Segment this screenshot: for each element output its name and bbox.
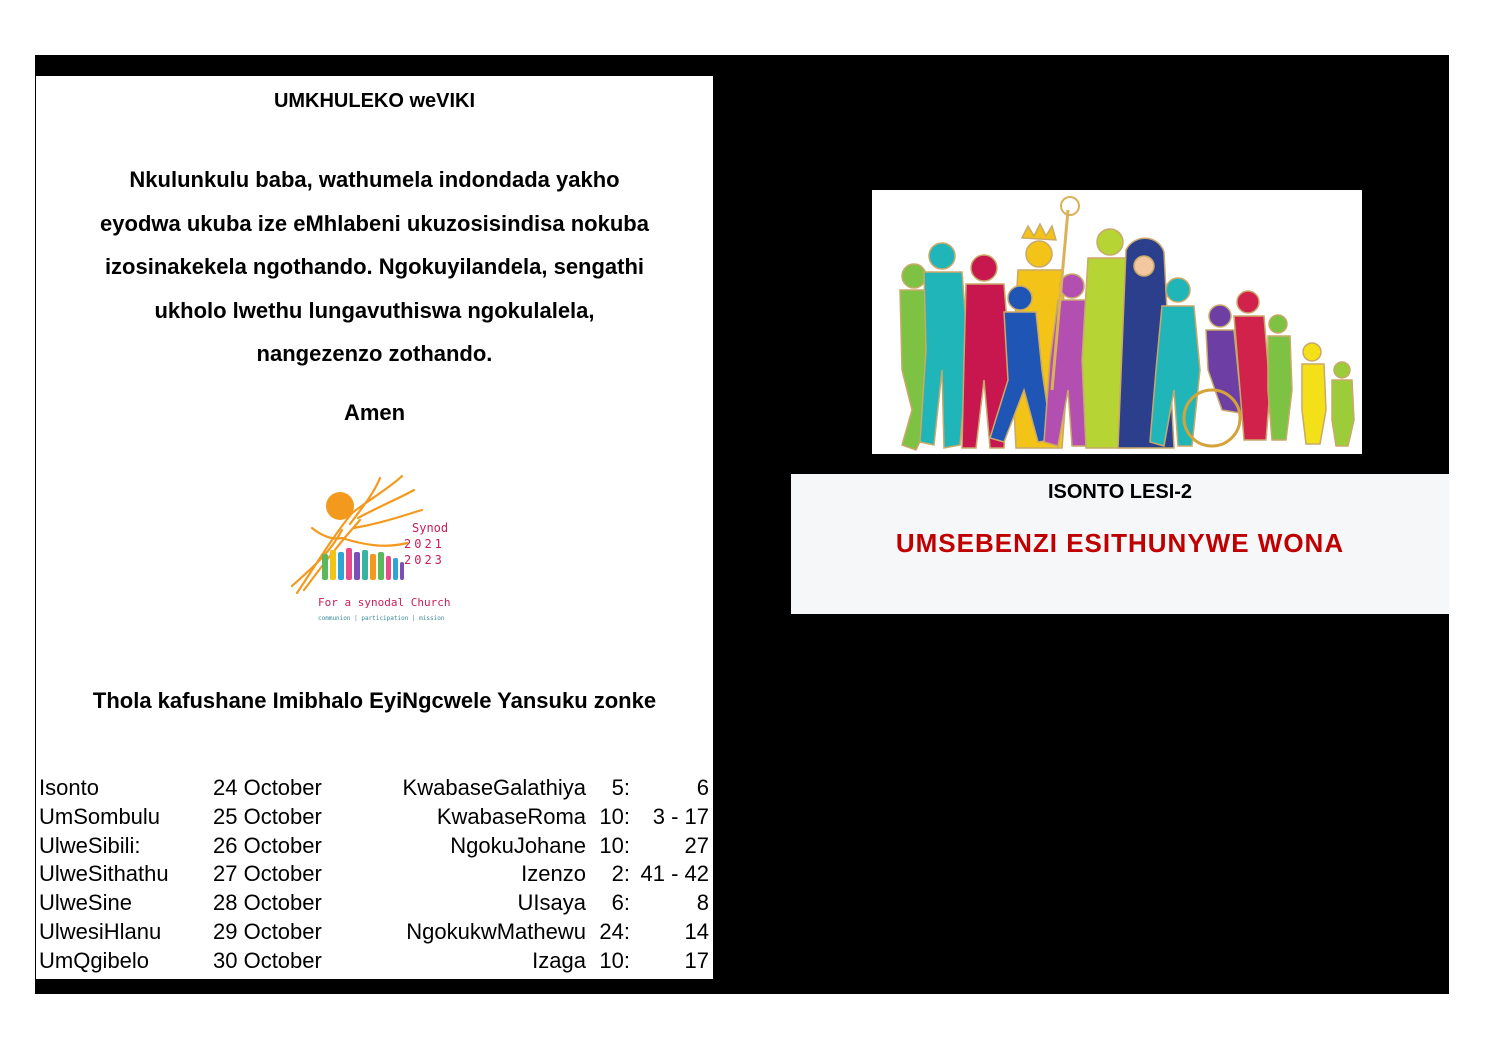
logo-subtagline: communion | participation | mission <box>318 615 445 622</box>
reading-verse: 14 <box>684 918 709 944</box>
reading-date: 29 October <box>213 918 322 944</box>
prayer-line: eyodwa ukuba ize eMhlabeni ukuzosisindisa nokuba <box>100 210 649 236</box>
reading-row <box>36 803 713 832</box>
reading-row <box>36 947 713 976</box>
reading-verse: 17 <box>684 947 709 973</box>
reading-day: Isonto <box>39 775 99 800</box>
prayer-line: Nkulunkulu baba, wathumela indondada yakho <box>129 167 620 192</box>
reading-row <box>36 774 713 803</box>
reading-date: 24 October <box>213 775 322 800</box>
reading-date: 27 October <box>213 861 322 887</box>
reading-verse: 8 <box>696 890 709 916</box>
reading-chapter: 10: <box>599 832 630 858</box>
reading-row <box>36 860 713 889</box>
cover-title-box <box>791 474 1449 614</box>
reading-day: UlweSibili: <box>39 832 141 858</box>
reading-row <box>36 832 713 861</box>
reading-chapter: 24: <box>599 918 630 944</box>
prayer-line: ukholo lwethu lungavuthiswa ngokulalela, <box>154 297 595 323</box>
reading-book: UIsaya <box>517 890 586 916</box>
reading-chapter: 6: <box>611 890 630 916</box>
logo-years-2: 2023 <box>404 553 445 567</box>
reading-book: Izaga <box>532 947 586 973</box>
reading-day: UlwesiHlanu <box>39 918 162 944</box>
reading-date: 28 October <box>213 890 322 916</box>
reading-day: UlweSine <box>39 890 132 916</box>
reading-date: 30 October <box>213 947 322 973</box>
prayer-line: nangezenzo zothando. <box>256 341 493 366</box>
reading-day: UmQgibelo <box>39 947 150 973</box>
reading-chapter: 10: <box>599 947 630 973</box>
people-walking-illustration <box>872 190 1362 454</box>
reading-day: UmSombulu <box>39 803 161 829</box>
synod-logo <box>282 468 472 628</box>
reading-book: NgokukwMathewu <box>406 918 586 944</box>
prayer-text <box>56 158 693 376</box>
reading-date: 26 October <box>213 832 322 858</box>
reading-day: UlweSithathu <box>39 861 169 887</box>
reading-book: Izenzo <box>521 861 586 887</box>
reading-row <box>36 889 713 918</box>
reading-verse: 3 - 17 <box>652 803 709 829</box>
cover-title: UMSEBENZI ESITHUNYWE WONA <box>895 528 1345 558</box>
reading-chapter: 5: <box>611 775 630 800</box>
reading-row <box>36 918 713 947</box>
reading-book: KwabaseGalathiya <box>402 775 586 800</box>
logo-name: Synod <box>412 521 449 535</box>
cover-subtitle: ISONTO LESI-2 <box>1047 481 1193 503</box>
reading-verse: 41 - 42 <box>640 861 709 887</box>
reading-verse: 27 <box>684 832 709 858</box>
readings-heading: Thola kafushane Imibhalo EyiNgcwele Yansuku zonke <box>92 688 657 713</box>
amen-text: Amen <box>343 400 406 425</box>
left-panel <box>36 76 713 979</box>
readings-table <box>36 774 713 976</box>
reading-book: NgokuJohane <box>450 832 586 858</box>
reading-chapter: 10: <box>599 803 630 829</box>
logo-people-icon <box>322 548 404 580</box>
reading-verse: 6 <box>696 775 709 800</box>
prayer-heading: UMKHULEKO weVIKI <box>273 90 476 112</box>
prayer-line: izosinakekela ngothando. Ngokuyilandela, sengathi <box>104 254 645 279</box>
logo-tagline: For a synodal Church <box>318 596 451 609</box>
reading-book: KwabaseRoma <box>436 803 586 829</box>
reading-chapter: 2: <box>611 861 630 887</box>
reading-date: 25 October <box>213 803 322 829</box>
logo-years-1: 2021 <box>404 537 445 551</box>
